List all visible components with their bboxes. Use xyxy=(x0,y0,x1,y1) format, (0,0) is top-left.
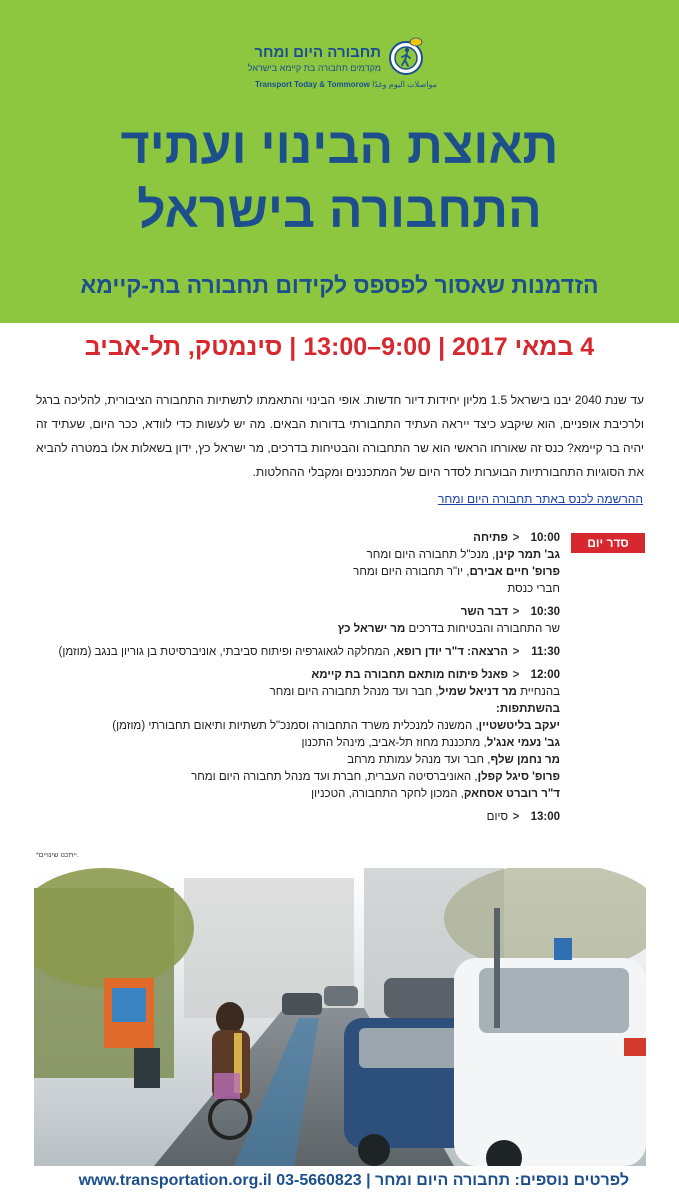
agenda-heading: סיום xyxy=(486,811,508,823)
walking-person-logo-icon xyxy=(387,36,425,80)
chevron-left-icon: < xyxy=(512,606,520,618)
header-banner xyxy=(0,0,679,323)
title-line-1: תאוצת הבינוי ועתיד xyxy=(120,118,559,174)
agenda-moderator: בהנחיית מר דניאל שמיל, חבר ועד מנהל תחבורה היום ומחר xyxy=(269,686,560,698)
agenda-heading: פתיחה xyxy=(473,532,508,544)
agenda-list xyxy=(36,530,560,832)
agenda-time: 12:00 xyxy=(530,669,560,681)
agenda-speaker: ד"ר רוברט אסחאק, המכון לחקר התחבורה, הטכניון xyxy=(311,788,560,800)
event-date-location: 4 במאי 2017 | 9:00–13:00 | סינמטק, תל-אביב xyxy=(84,333,595,361)
agenda-time: 13:00 xyxy=(530,811,560,823)
organization-logo xyxy=(247,36,437,96)
intro-paragraph: עד שנת 2040 יבנו בישראל 1.5 מליון יחידות דיור חדשות. אופי הבינוי והתאמתו לתשתיות התחבורה הציבורית, להליכה ברגל ולרכיבת אופניים, הוא שיקבע כיצד ייראה העתיד התחבורתי בדורות הבאים. מה יש לעשות כדי לוודא, ככר היום, שעתיד זה יהיה בר קיימא? כנס זה שאורחו הראשי הוא שר התחבורה והבטיחות בדרכים, מר ישראל כץ, ידון בשאלות אלו במטרה להביא את הסוגיות התחבורתיות הבוערות לסדר היום של המתכננים ומקבלי ההחלטות. xyxy=(36,393,644,479)
registration-link[interactable]: ההרשמה לכנס באתר תחבורה היום ומחר xyxy=(437,492,643,506)
agenda-time: 10:30 xyxy=(530,606,560,618)
agenda-speaker: חברי כנסת xyxy=(507,583,560,595)
agenda-speaker: פרופ' סיגל קפלן, האוניברסיטה העברית, חברת ועד מנהל תחבורה היום ומחר xyxy=(191,771,560,783)
logo-tagline: מקדמים תחבורה בת קיימא בישראל xyxy=(247,63,381,73)
page-subtitle: הזדמנות שאסור לפספס לקידום תחבורה בת-קיימא xyxy=(80,272,599,298)
chevron-left-icon: < xyxy=(512,532,520,544)
agenda-heading: פאנל פיתוח מותאם תחבורה בת קיימא xyxy=(311,669,508,681)
agenda-item xyxy=(36,530,560,598)
agenda-participants-label: בהשתתפות: xyxy=(496,703,560,715)
changes-note: *ייתכנו שינויים. xyxy=(36,852,79,859)
street-photo xyxy=(34,868,646,1166)
agenda-time: 11:30 xyxy=(531,646,560,658)
agenda-speaker: שר התחבורה והבטיחות בדרכים מר ישראל כץ xyxy=(337,623,560,635)
agenda-item xyxy=(36,644,560,661)
agenda-speaker: גב' נעמי אנג'ל, מתכננת מחוז תל-אביב, מינהל התכנון xyxy=(301,737,560,749)
agenda-heading: הרצאה: ד"ר יודן רופא, המחלקה לגאוגרפיה ופיתוח סביבתי, אוניברסיטת בן גוריון בנגב (מוזמן) xyxy=(58,646,508,658)
agenda-speaker: פרופ' חיים אבירם, יו"ר תחבורה היום ומחר xyxy=(353,566,560,578)
agenda-speaker: מר נחמן שלף, חבר ועד מנהל עמותת מרחב xyxy=(347,754,560,766)
page-title xyxy=(0,114,679,242)
agenda-label: סדר יום xyxy=(571,533,645,553)
agenda-time: 10:00 xyxy=(530,532,560,544)
agenda-item xyxy=(36,667,560,803)
agenda-item xyxy=(36,809,560,826)
logo-name-english: Transport Today & Tommorow مواصلات اليوم وغدًا xyxy=(255,80,437,89)
title-line-2: התחבורה בישראל xyxy=(137,182,542,238)
footer xyxy=(0,1166,679,1200)
street-scene-image xyxy=(34,868,646,1166)
chevron-left-icon: < xyxy=(512,811,520,823)
logo-name-hebrew: תחבורה היום ומחר xyxy=(254,44,381,61)
agenda-item xyxy=(36,604,560,638)
agenda-speaker: יעקב בליטשטיין, המשנה למנכלית משרד התחבורה וסמנכ"ל תשתיות ותיאום תחבורתי (מוזמן) xyxy=(112,720,560,732)
footer-contact: לפרטים נוספים: תחבורה היום ומחר | 03-5660823 www.transportation.org.il xyxy=(78,1172,629,1189)
chevron-left-icon: < xyxy=(512,646,520,658)
agenda-speaker: גב' תמר קינן, מנכ"ל תחבורה היום ומחר xyxy=(366,549,560,561)
chevron-left-icon: < xyxy=(512,669,520,681)
agenda-heading: דבר השר xyxy=(460,606,508,618)
